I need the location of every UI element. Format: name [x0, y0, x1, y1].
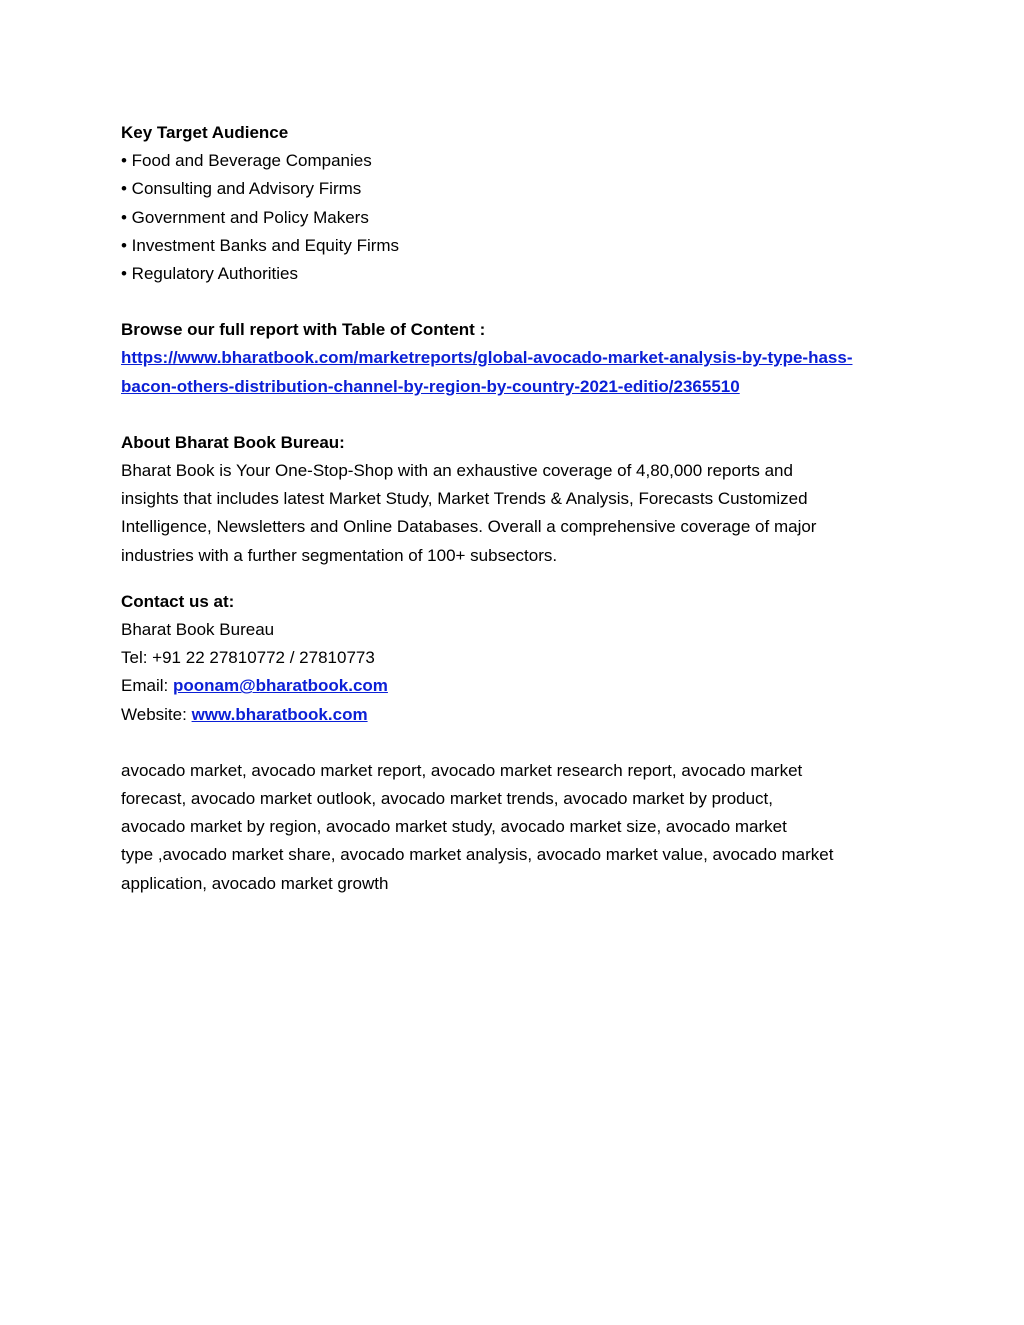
about-text-line: insights that includes latest Market Study, Market Trends & Analysis, Forecasts Customized — [121, 489, 808, 509]
audience-section — [121, 119, 911, 288]
contact-website-row — [121, 701, 911, 729]
audience-item: • Regulatory Authorities — [121, 264, 298, 284]
audience-heading: Key Target Audience — [121, 123, 289, 142]
about-heading: About Bharat Book Bureau: — [121, 432, 345, 452]
website-label: Website: — [121, 704, 192, 724]
keywords-line: avocado market by region, avocado market study, avocado market size, avocado market — [121, 817, 787, 837]
email-link[interactable]: poonam@bharatbook.com — [172, 676, 388, 696]
audience-item: • Food and Beverage Companies — [121, 151, 372, 171]
website-link[interactable]: www.bharatbook.com — [191, 704, 368, 724]
audience-item: • Government and Policy Makers — [121, 207, 369, 227]
about-text-line: Intelligence, Newsletters and Online Databases. Overall a comprehensive coverage of major — [121, 517, 817, 537]
browse-heading: Browse our full report with Table of Content : — [121, 320, 486, 340]
keywords-line: application, avocado market growth — [121, 873, 389, 893]
keywords-line: forecast, avocado market outlook, avocado market trends, avocado market by product, — [121, 789, 774, 809]
document-page — [121, 119, 911, 898]
contact-heading: Contact us at: — [121, 591, 235, 611]
email-label: Email: — [121, 676, 173, 696]
report-link-line2[interactable]: bacon-others-distribution-channel-by-region-by-country-2021-editio/2365510 — [121, 376, 740, 396]
browse-section — [121, 316, 911, 401]
contact-section — [121, 588, 911, 729]
keywords-line: type ,avocado market share, avocado market analysis, avocado market value, avocado market — [121, 845, 834, 865]
report-link-line1[interactable]: https://www.bharatbook.com/marketreports/global-avocado-market-analysis-by-type-hass- — [121, 348, 853, 368]
about-text-line: Bharat Book is Your One-Stop-Shop with an exhaustive coverage of 4,80,000 reports and — [121, 461, 793, 481]
audience-item: • Investment Banks and Equity Firms — [121, 235, 400, 255]
contact-tel: Tel: +91 22 27810772 / 27810773 — [121, 648, 375, 668]
about-text-line: industries with a further segmentation of 100+ subsectors. — [121, 545, 558, 565]
contact-company: Bharat Book Bureau — [121, 620, 275, 640]
keywords-line: avocado market, avocado market report, avocado market research report, avocado market — [121, 760, 803, 780]
audience-item: • Consulting and Advisory Firms — [121, 179, 362, 199]
about-section — [121, 429, 911, 570]
keywords-section — [121, 757, 911, 898]
contact-email-row — [121, 672, 911, 700]
